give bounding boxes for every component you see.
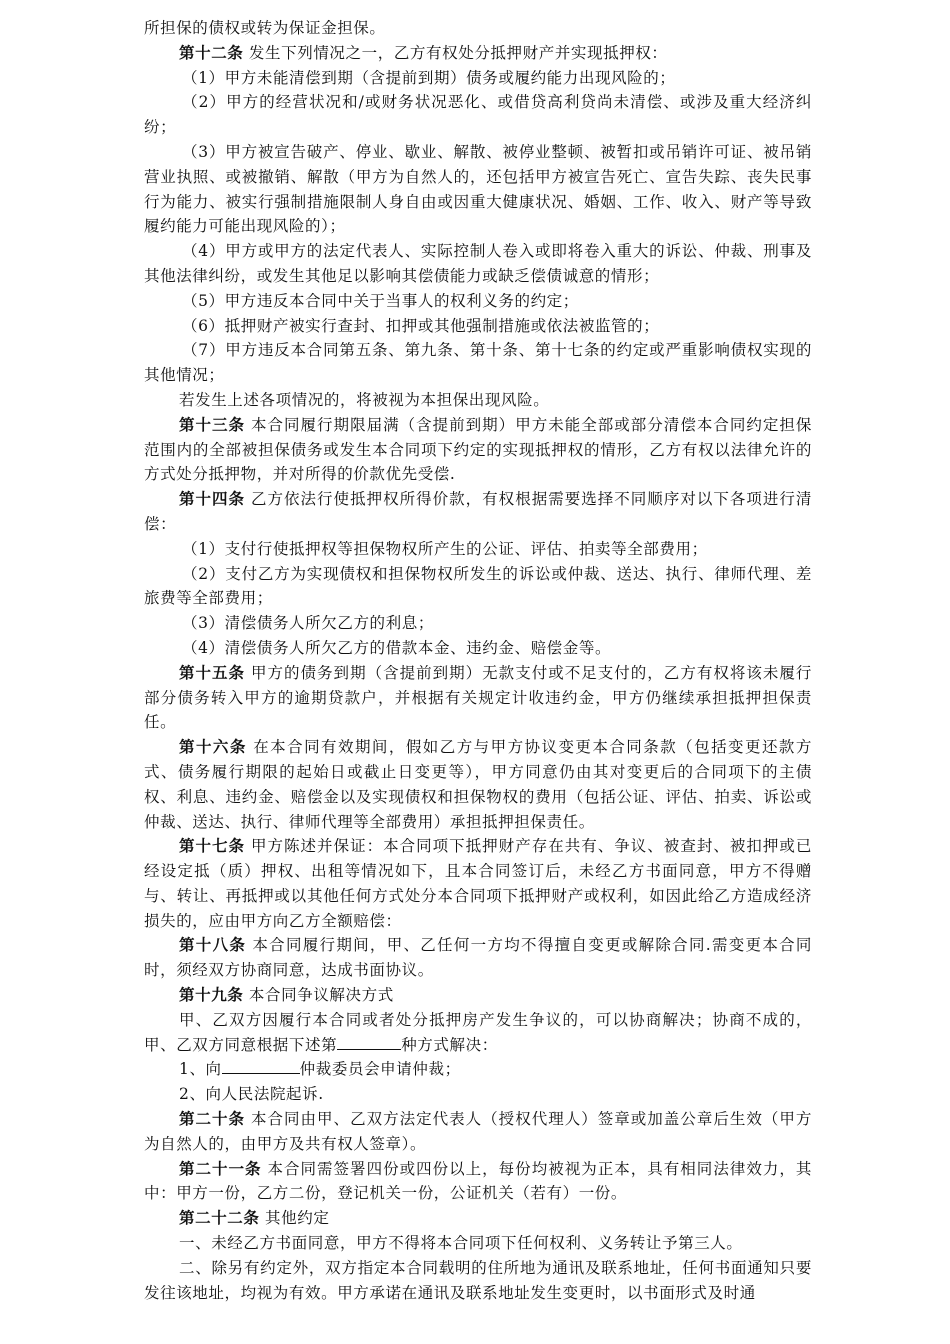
text: 甲、乙双方因履行本合同或者处分抵押房产发生争议的，可以协商解决；协商不成的，甲、乙双方同意根据下述第	[144, 1010, 812, 1054]
paragraph: 一、未经乙方书面同意，甲方不得将本合同项下任何权利、义务转让予第三人。	[179, 1234, 743, 1253]
list-item: （3）清偿债务人所欠乙方的利息；	[182, 614, 434, 633]
article-text: 本合同由甲、乙双方法定代表人（授权代理人）签章或加盖公章后生效（甲方为自然人的，由甲方及共有权人签章）。	[144, 1110, 812, 1153]
list-item: （2）支付乙方为实现债权和担保物权所发生的诉讼或仲裁、送达、执行、律师代理、差旅费等全部费用；	[144, 564, 812, 608]
fill-in-blank[interactable]	[337, 1035, 401, 1050]
article-text: 甲方的债务到期（含提前到期）无款支付或不足支付的，乙方有权将该未履行部分债务转入甲方的逾期贷款户，并根据有关规定计收违约金，甲方仍继续承担抵押担保责任。	[144, 663, 812, 732]
article-17	[144, 834, 812, 933]
list-item: （2）甲方的经营状况和/或财务状况恶化、或借贷高利贷尚未清偿、或涉及重大经济纠纷；	[144, 93, 812, 137]
article-text: 其他约定	[259, 1209, 330, 1228]
article-15	[144, 661, 812, 735]
paragraph: 二、除另有约定外，双方指定本合同载明的住所地为通讯及联系地址，任何书面通知只要发往该地址，均视为有效。甲方承诺在通讯及联系地址发生变更时，以书面形式及时通	[144, 1258, 812, 1302]
paragraph: 若发生上述各项情况的，将被视为本担保出现风险。	[179, 390, 550, 409]
fill-in-blank[interactable]	[222, 1059, 300, 1074]
paragraph: 所担保的债权或转为保证金担保。	[144, 19, 386, 37]
article-19	[144, 983, 812, 1008]
article-text: 甲方陈述并保证：本合同项下抵押财产存在共有、争议、被查封、被扣押或已经设定抵（质）押权、出租等情况如下，且本合同签订后，未经乙方书面同意，甲方不得赠与、转让、再抵押或以其他任何方式处分本合同项下抵押财产或权利，如因此给乙方造成经济损失的，应由甲方向乙方全额赔偿：	[144, 837, 812, 930]
text: 1、向	[179, 1060, 222, 1079]
text: 仲裁委员会申请仲裁；	[299, 1060, 461, 1079]
article-title: 第十四条	[179, 489, 246, 509]
article-title: 第十六条	[179, 737, 247, 757]
article-title: 第十二条	[179, 42, 244, 62]
article-text: 本合同履行期限届满（含提前到期）甲方未能全部或部分清偿本合同约定担保范围内的全部被担保债务或发生本合同项下约定的实现抵押权的情形，乙方有权以法律允许的方式处分抵押物，并对所得的价款优先受偿.	[144, 415, 812, 484]
article-13	[144, 413, 812, 487]
list-item: （5）甲方违反本合同中关于当事人的权利义务的约定；	[182, 291, 579, 310]
article-title: 第二十二条	[179, 1208, 260, 1228]
option-item	[144, 1057, 812, 1082]
article-title: 第二十条	[179, 1109, 246, 1129]
list-item: （3）甲方被宣告破产、停业、歇业、解散、被停业整顿、被暂扣或吊销许可证、被吊销营业执照、或被撤销、解散（甲方为自然人的，还包括甲方被宣告死亡、宣告失踪、丧失民事行为能力、被实行强制措施限制人身自由或因重大健康状况、婚姻、工作、收入、财产等导致履约能力可能出现风险的）；	[144, 142, 812, 236]
article-title: 第十九条	[179, 985, 244, 1005]
article-18	[144, 933, 812, 983]
article-14	[144, 487, 812, 537]
list-item: （7）甲方违反本合同第五条、第九条、第十条、第十七条的约定或严重影响债权实现的其他情况；	[144, 341, 812, 385]
text: 种方式解决：	[401, 1035, 498, 1054]
article-text: 在本合同有效期间，假如乙方与甲方协议变更本合同条款（包括变更还款方式、债务履行期限的起始日或截止日变更等），甲方同意仍由其对变更后的合同项下的主债权、利息、违约金、赔偿金以及实现债权和担保物权的费用（包括公证、评估、拍卖、诉讼或仲裁、送达、执行、律师代理等全部费用）承担抵押担保责任。	[144, 738, 812, 831]
list-item: （1）甲方未能清偿到期（含提前到期）债务或履约能力出现风险的；	[182, 68, 676, 87]
article-21	[144, 1157, 812, 1207]
article-text: 发生下列情况之一，乙方有权处分抵押财产并实现抵押权：	[243, 43, 668, 62]
article-12	[144, 41, 812, 66]
article-text: 乙方依法行使抵押权所得价款，有权根据需要选择不同顺序对以下各项进行清偿：	[144, 490, 812, 533]
list-item: （4）甲方或甲方的法定代表人、实际控制人卷入或即将卷入重大的诉讼、仲裁、刑事及其他法律纠纷，或发生其他足以影响其偿债能力或缺乏偿债诚意的情形；	[144, 242, 812, 285]
article-text: 本合同需签署四份或四份以上，每份均被视为正本，具有相同法律效力，其中：甲方一份，乙方二份，登记机关一份，公证机关（若有）一份。	[144, 1159, 812, 1203]
list-item: （4）清偿债务人所欠乙方的借款本金、违约金、赔偿金等。	[182, 638, 612, 657]
article-title: 第十七条	[179, 836, 246, 856]
article-20	[144, 1107, 812, 1157]
list-item: （1）支付行使抵押权等担保物权所产生的公证、评估、拍卖等全部费用；	[182, 539, 708, 558]
article-title: 第十五条	[179, 662, 246, 682]
list-item: （6）抵押财产被实行查封、扣押或其他强制措施或依法被监管的；	[182, 316, 660, 335]
article-text: 本合同争议解决方式	[243, 986, 394, 1005]
article-title: 第十八条	[179, 935, 247, 955]
article-text: 本合同履行期间，甲、乙任何一方均不得擅自变更或解除合同.需变更本合同时，须经双方协商同意，达成书面协议。	[144, 936, 813, 980]
article-title: 第二十一条	[179, 1158, 262, 1178]
option-item: 2、向人民法院起诉.	[179, 1085, 324, 1104]
article-title: 第十三条	[179, 414, 246, 434]
paragraph	[144, 1008, 812, 1058]
article-16	[144, 735, 812, 834]
article-22	[144, 1206, 812, 1231]
